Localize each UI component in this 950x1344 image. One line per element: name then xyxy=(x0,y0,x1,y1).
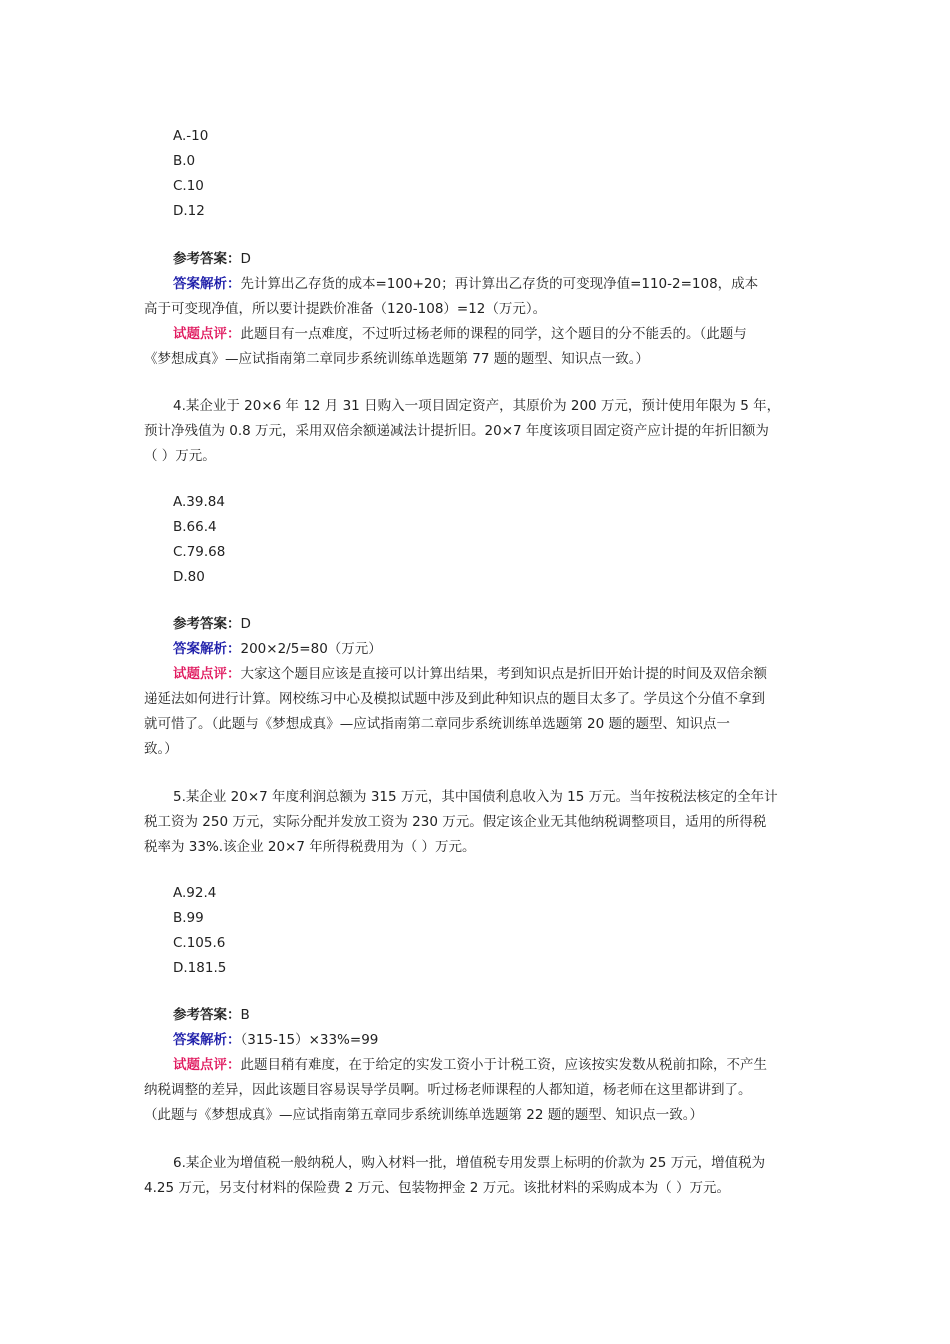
explanation-text: 200×2/5=80（万元） xyxy=(240,641,382,657)
q3-option-d: D.12 xyxy=(173,203,205,219)
q5-comment xyxy=(173,1056,767,1074)
q4-option-b: B.66.4 xyxy=(173,519,217,535)
answer-value: B xyxy=(240,1007,250,1023)
q5-option-c: C.105.6 xyxy=(173,935,226,951)
q4-option-a: A.39.84 xyxy=(173,494,225,510)
q6-stem: 6.某企业为增值税一般纳税人，购入材料一批，增值税专用发票上标明的价款为 25 万元，增值税为 xyxy=(173,1155,766,1171)
q4-stem: 4.某企业于 20×6 年 12 月 31 日购入一项目固定资产，其原价为 200 万元，预计使用年限为 5 年， xyxy=(173,398,781,414)
q3-explanation-cont: 高于可变现净值，所以要计提跌价准备（120-108）=12（万元）。 xyxy=(144,301,547,317)
explanation-label: 答案解析： xyxy=(173,641,241,657)
q5-stem-cont: 税工资为 250 万元，实际分配并发放工资为 230 万元。假定该企业无其他纳税调整项目，适用的所得税 xyxy=(144,814,767,830)
answer-value: D xyxy=(240,616,251,632)
q5-comment-cont: （此题与《梦想成真》—应试指南第五章同步系统训练单选题第 22 题的题型、知识点一致。） xyxy=(144,1107,704,1123)
q5-stem: 5.某企业 20×7 年度利润总额为 315 万元，其中国债利息收入为 15 万元。当年按税法核定的全年计 xyxy=(173,789,778,805)
comment-label: 试题点评： xyxy=(173,326,241,342)
q3-option-b: B.0 xyxy=(173,153,196,169)
comment-text: 此题目稍有难度，在于给定的实发工资小于计税工资，应该按实发数从税前扣除，不产生 xyxy=(240,1057,767,1073)
q5-stem-cont: 税率为 33%.该企业 20×7 年所得税费用为（ ）万元。 xyxy=(144,839,476,855)
explanation-text: （315-15）×33%=99 xyxy=(240,1032,379,1048)
answer-label: 参考答案： xyxy=(173,1007,241,1023)
explanation-text: 先计算出乙存货的成本=100+20；再计算出乙存货的可变现净值=110-2=108，成本 xyxy=(240,276,759,292)
q4-comment-cont: 递延法如何进行计算。网校练习中心及模拟试题中涉及到此种知识点的题目太多了。学员这个分值不拿到 xyxy=(144,691,765,707)
q4-option-c: C.79.68 xyxy=(173,544,226,560)
q5-option-b: B.99 xyxy=(173,910,204,926)
q5-option-a: A.92.4 xyxy=(173,885,217,901)
q4-stem-cont: （ ）万元。 xyxy=(144,448,216,464)
q4-answer xyxy=(173,615,251,633)
answer-value: D xyxy=(240,251,251,267)
q3-comment-cont: 《梦想成真》—应试指南第二章同步系统训练单选题第 77 题的题型、知识点一致。） xyxy=(144,351,650,367)
comment-label: 试题点评： xyxy=(173,1057,241,1073)
comment-text: 此题目有一点难度，不过听过杨老师的课程的同学，这个题目的分不能丢的。（此题与 xyxy=(240,326,747,342)
q5-comment-cont: 纳税调整的差异，因此该题目容易误导学员啊。听过杨老师课程的人都知道，杨老师在这里都讲到了。 xyxy=(144,1082,752,1098)
q4-comment xyxy=(173,665,767,683)
comment-text: 大家这个题目应该是直接可以计算出结果，考到知识点是折旧开始计提的时间及双倍余额 xyxy=(240,666,767,682)
answer-label: 参考答案： xyxy=(173,616,241,632)
q4-stem-cont: 预计净残值为 0.8 万元，采用双倍余额递减法计提折旧。20×7 年度该项目固定资产应计提的年折旧额为 xyxy=(144,423,769,439)
q5-answer xyxy=(173,1006,250,1024)
q4-comment-cont: 致。） xyxy=(144,741,178,757)
q3-option-a: A.-10 xyxy=(173,128,209,144)
q3-answer xyxy=(173,250,251,268)
answer-label: 参考答案： xyxy=(173,251,241,267)
q3-option-c: C.10 xyxy=(173,178,204,194)
explanation-label: 答案解析： xyxy=(173,276,241,292)
q3-explanation xyxy=(173,275,758,293)
q4-comment-cont: 就可惜了。（此题与《梦想成真》—应试指南第二章同步系统训练单选题第 20 题的题型、知识点一 xyxy=(144,716,731,732)
q5-explanation xyxy=(173,1031,378,1049)
q6-stem-cont: 4.25 万元，另支付材料的保险费 2 万元、包装物押金 2 万元。该批材料的采购成本为（ ）万元。 xyxy=(144,1180,730,1196)
q5-option-d: D.181.5 xyxy=(173,960,227,976)
q4-option-d: D.80 xyxy=(173,569,205,585)
q4-explanation xyxy=(173,640,382,658)
comment-label: 试题点评： xyxy=(173,666,241,682)
explanation-label: 答案解析： xyxy=(173,1032,241,1048)
q3-comment xyxy=(173,325,747,343)
